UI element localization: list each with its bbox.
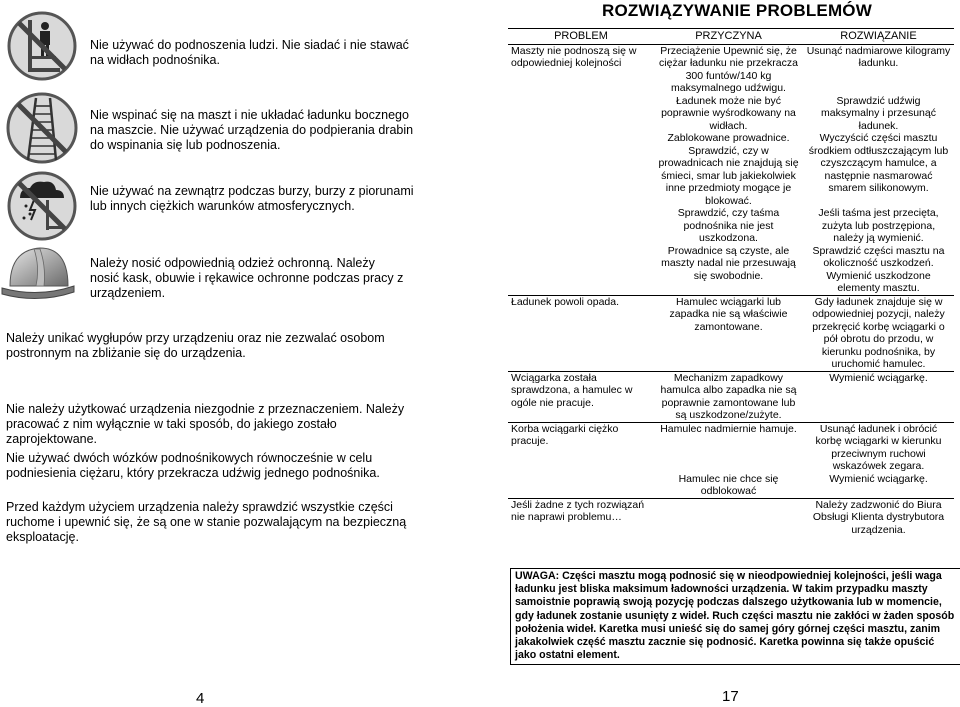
- hard-hat-icon: [0, 238, 76, 308]
- cause-cell: Hamulec wciągarki lub zapadka nie są właściwie zamontowane.: [654, 295, 803, 371]
- troubleshooting-table: [508, 28, 954, 536]
- solution-cell: Sprawdzić udźwig maksymalny i przesunąć ładunek.: [821, 94, 936, 132]
- header-problem: PROBLEM: [508, 29, 654, 45]
- solution-cell: Sprawdzić części masztu na okoliczność uszkodzeń. Wymienić uszkodzone elementy masztu.: [812, 244, 945, 294]
- solution-cell: Usunąć nadmiarowe kilogramy ładunku.: [803, 44, 954, 95]
- cause-cell: Sprawdzić, czy taśma podnośnika nie jest uszkodzona.: [677, 207, 780, 244]
- paragraph-two-lifts: Nie używać dwóch wózków podnośnikowych równocześnie w celu podniesienia ciężaru, który przekracza udźwig jednego podnośnika.: [6, 451, 380, 480]
- table-row: [508, 422, 954, 473]
- no-people-on-lift-icon: [6, 10, 78, 82]
- table-row: [508, 498, 954, 536]
- solution-cell: Wymienić wciągarkę.: [803, 371, 954, 422]
- problem-cell: Jeśli żadne z tych rozwiązań nie naprawi problemu…: [508, 498, 654, 536]
- problem-cell: Korba wciągarki ciężko pracuje.: [508, 422, 654, 498]
- warning-text-no-people: Nie używać do podnoszenia ludzi. Nie siadać i nie stawać na widłach podnośnika.: [90, 38, 409, 67]
- problem-cell: Wciągarka została sprawdzona, a hamulec w ogóle nie pracuje.: [508, 371, 654, 422]
- problem-cell: Maszty nie podnoszą się w odpowiedniej kolejności: [508, 44, 654, 295]
- table-row: [508, 371, 954, 422]
- page-number-left: 4: [196, 690, 205, 707]
- paragraph-intended-use: Nie należy użytkować urządzenia niezgodnie z przeznaczeniem. Należy pracować z nim wyłącznie w taki sposób, do jakiego zostało zaprojektowane.: [6, 402, 405, 446]
- paragraph-inspect-parts: Przed każdym użyciem urządzenia należy sprawdzić wszystkie części ruchome i upewnić się, że są one w stanie pozwalającym na bezpieczną eksploatację.: [6, 500, 407, 544]
- warning-text-protective-gear: Należy nosić odpowiednią odzież ochronną. Należy nosić kask, obuwie i rękawice ochronne podczas pracy z urządzeniem.: [90, 256, 404, 300]
- no-ladder-icon: [6, 90, 78, 166]
- solution-cell: Należy zadzwonić do Biura Obsługi Klienta dystrybutora urządzenia.: [803, 498, 954, 536]
- paragraph-horseplay: Należy unikać wygłupów przy urządzeniu oraz nie zezwalać osobom postronnym na zbliżanie się do urządzenia.: [6, 331, 385, 360]
- warning-text-no-storm: Nie używać na zewnątrz podczas burzy, burzy z piorunami lub innych ciężkich warunków atmosferycznych.: [90, 184, 414, 213]
- cause-cell: Przeciążenie Upewnić się, że ciężar ładunku nie przekracza 300 funtów/140 kg maksymalnego udźwigu.: [654, 44, 803, 95]
- table-row: [508, 295, 954, 371]
- cause-cell: Prowadnice są czyste, ale maszty nadal nie przesuwają się swobodnie.: [661, 244, 796, 282]
- warning-text-no-ladder: Nie wspinać się na maszt i nie układać ładunku bocznego na maszcie. Nie używać urządzenia do podpierania drabin do wspinania się lub podnoszenia.: [90, 108, 414, 152]
- solution-cell: Gdy ładunek znajduje się w odpowiedniej pozycji, należy przekręcić korbę wciągarki o pół obrotu do przodu, w kierunku podnośnika, by uruchomić hamulec.: [803, 295, 954, 371]
- cause-cell: [654, 498, 803, 536]
- header-cause: PRZYCZYNA: [654, 29, 803, 45]
- warning-box: UWAGA: Części masztu mogą podnosić się w nieodpowiedniej kolejności, jeśli waga ładunku jest bliska maksimum ładowności urządzenia. W takim przypadku maszty samoistnie poprawią swoją pozycję podczas dalszego użytkowania lub w momencie, gdy ładunek zostanie usunięty z wideł. Ruch części masztu nie zakłóci w żaden sposób położenia wideł. Karetka musi unieść się do samej góry górnej części masztu, zanim jakakolwiek część masztu zacznie się podnosić. Karetka powinna się także opuścić jako ostatni element.: [510, 568, 960, 665]
- solution-cell: Wyczyścić części masztu środkiem odtłuszczającym lub czyszczącym hamulce, a następnie nasmarować smarem silikonowym.: [808, 132, 949, 194]
- cause-cell: Ładunek może nie być poprawnie wyśrodkowany na widłach.: [661, 94, 796, 132]
- solution-cell: Usunąć ładunek i obrócić korbę wciągarki w kierunku przeciwnym ruchowi wskazówek zegara.: [803, 422, 954, 473]
- cause-cell: Hamulec nie chce się odblokować: [678, 472, 779, 497]
- troubleshooting-title: ROZWIĄZYWANIE PROBLEMÓW: [602, 1, 872, 20]
- solution-cell: Wymienić wciągarkę.: [829, 472, 928, 485]
- solution-cell: Jeśli taśma jest przecięta, zużyta lub postrzępiona, należy ją wymienić.: [818, 207, 939, 244]
- cause-cell: Zablokowane prowadnice. Sprawdzić, czy w prowadnicach nie znajdują się śmieci, smar lub jakiekolwiek inne przedmioty mogące je blokować.: [658, 132, 799, 207]
- table-row: [508, 44, 954, 95]
- page-number-right: 17: [722, 688, 739, 705]
- problem-cell: Ładunek powoli opada.: [508, 295, 654, 371]
- cause-cell: Mechanizm zapadkowy hamulca albo zapadka nie są poprawnie zamontowane lub są uszkodzone/zużyte.: [654, 371, 803, 422]
- header-solution: ROZWIĄZANIE: [803, 29, 954, 45]
- no-storm-icon: [6, 170, 78, 242]
- cause-cell: Hamulec nadmiernie hamuje.: [654, 422, 803, 473]
